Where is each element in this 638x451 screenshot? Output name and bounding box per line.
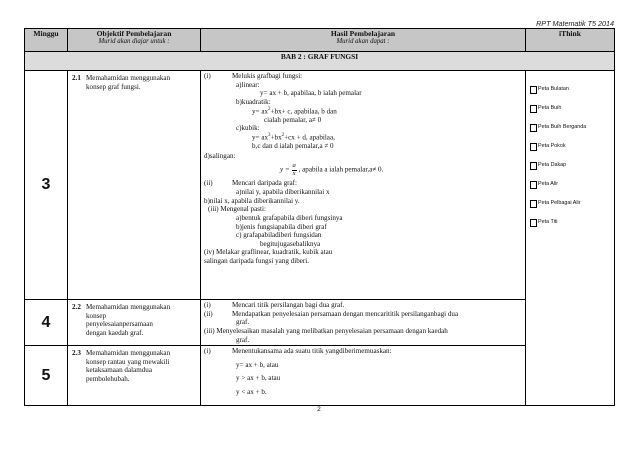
ithink-item[interactable]	[530, 161, 610, 170]
week-number: 3	[25, 71, 68, 300]
header-minggu: Minggu	[25, 29, 68, 52]
fraction-numerator: a	[292, 162, 296, 170]
objective-line: penyelesaianpersamaan	[86, 320, 153, 329]
ithink-item[interactable]	[530, 104, 610, 113]
learning-objective	[68, 300, 201, 346]
outcome-text: Melukis grafbagi fungsi:	[232, 72, 303, 80]
objective-number: 2.3	[72, 349, 81, 358]
learning-objective	[68, 346, 201, 406]
outcome-text: c) grafapabiladiberi fungsidan	[236, 231, 322, 240]
learning-outcome	[201, 300, 526, 346]
outcome-text: b)kuadratik:	[236, 97, 271, 106]
outcome-text: , apabila a ialah pemalar,a≠ 0.	[298, 165, 384, 174]
objective-number: 2.2	[72, 303, 81, 311]
outcome-text: (iii) Menyelesaikan masalah yang melibatkan penyelesaian persamaan dengan kaedah	[204, 326, 448, 335]
outcome-text: cialah pemalar, a≠ 0	[264, 115, 322, 124]
outcome-text: +bx+ c, apabilaa, b dan	[270, 106, 337, 115]
outcome-text: Mendapatkan penyelesaian persamaan dengan mencarititik persilanganbagi dua	[232, 309, 459, 318]
outcome-text: a)bentuk graf​apabila diberi fungsinya	[236, 213, 343, 222]
ithink-item[interactable]	[530, 199, 610, 208]
item-number: (ii)	[204, 179, 213, 188]
table-row	[25, 71, 615, 300]
ithink-label: Peta Titi	[538, 219, 558, 225]
item-number: (i)	[204, 301, 211, 309]
objective-number: 2.1	[72, 74, 81, 82]
outcome-text: d)salingan:	[204, 152, 236, 161]
page-number: 2	[317, 406, 321, 413]
outcome-text: (iii) Mengenal pasti:	[208, 205, 266, 214]
outcome-text: y= ax	[252, 106, 269, 115]
week-number: 4	[25, 300, 68, 346]
header-ithink: iThink	[526, 29, 615, 52]
ithink-label: Peta Buih	[538, 105, 562, 111]
ithink-label: Peta Pokok	[538, 143, 566, 149]
learning-outcome: (i) Melukis grafbagi fungsi: a)linear: y= ax + b, apabilaa, b ialah pemalar b)kuadratik: $y= ax^2+bx+ c$, apabilaa, b dan cialah pemalar, a≠ 0 c)kubik: $y= ax^3+bx^2+cx + d$, apabilaa, b,c dan d ialah pemalar,a ≠ 0 d)salingan: y = $\frac{a}{x}$ , apabila a ialah pemalar,a≠ 0. (ii) Mencari daripada graf: a)nilai y, apabila diberikannilai x b)nilai x, apabila diberikannilai y. (iii) Mengenal pasti: a)bentuk graf​apabila diberi fungsinya b)jenis fungsiapabila diberi graf c) grafapabiladiberi fungsidan begitujugasebaliknya (iv) Melakar graflinear, kuadratik, kubik atau salingan daripada fungsi yang diberi.	[201, 71, 526, 300]
outcome-text: b)nilai x, apabila diberikannilai y.	[204, 196, 300, 205]
ithink-item[interactable]	[530, 85, 610, 94]
ithink-item[interactable]	[530, 123, 610, 132]
objective-line: Memahamidan menggunakan	[86, 74, 171, 82]
checkbox-icon[interactable]	[530, 181, 537, 189]
objective-line: konsep graf fungsi.	[86, 82, 141, 91]
outcome-text: salingan daripada fungsi yang diberi.	[204, 257, 309, 266]
document-header-title: RPT Matematik T5 2014	[536, 19, 614, 28]
ithink-item[interactable]	[530, 180, 610, 189]
objective-line: konsep	[86, 311, 107, 320]
header-hasil-subtitle: Murid akan dapat :	[336, 38, 390, 45]
checkbox-icon[interactable]	[530, 143, 537, 151]
checkbox-icon[interactable]	[530, 162, 537, 170]
checkbox-icon[interactable]	[530, 124, 537, 132]
objective-line: pembolehubah.	[86, 375, 130, 384]
outcome-text: Menentukansama ada suatu titik yangdiberimemuaskan:	[232, 347, 392, 356]
ithink-label: Peta Buih Berganda	[538, 124, 587, 130]
outcome-text: b,c dan d ialah pemalar,a ≠ 0	[252, 141, 334, 150]
outcome-text: begitujugasebaliknya	[260, 239, 321, 248]
outcome-text: y < ax + b.	[236, 388, 267, 397]
objective-line: ketaksamaan dalamdua	[86, 366, 152, 375]
outcome-text: y= ax	[252, 133, 269, 142]
header-objektif-subtitle: Murid akan diajar untuk :	[98, 38, 170, 45]
chapter-title: BAB 2 : GRAF FUNGSI	[25, 52, 615, 71]
outcome-text: graf.	[236, 335, 250, 344]
item-number: (i)	[204, 72, 211, 80]
outcome-text: (iv) Melakar graflinear, kuadratik, kubik atau	[204, 248, 333, 257]
ithink-label: Peta Alir	[538, 181, 559, 187]
checkbox-icon[interactable]	[530, 200, 537, 208]
outcome-text: Mencari titik persilangan bagi dua graf.	[232, 301, 345, 309]
outcome-text: a)linear:	[236, 80, 260, 89]
header-hasil-title: Hasil Pembelajaran	[330, 29, 396, 38]
ithink-item[interactable]	[530, 142, 610, 151]
outcome-text: y > ax + b, atau	[236, 374, 281, 383]
header-hasil	[201, 29, 526, 52]
week-number: 5	[25, 346, 68, 406]
outcome-text: graf.	[236, 318, 250, 327]
ithink-map-list	[526, 71, 615, 406]
ithink-item[interactable]	[530, 218, 610, 227]
objective-line: Memahamidan menggunakan	[86, 303, 171, 311]
reciprocal-fraction	[292, 163, 297, 177]
header-objektif-title: Objektif Pembelajaran	[96, 29, 172, 38]
checkbox-icon[interactable]	[530, 86, 537, 94]
outcome-text: y= ax + b, apabilaa, b ialah pemalar	[260, 89, 362, 98]
outcome-text: c)kubik:	[236, 124, 260, 133]
objective-line: Memahamidan menggunakan	[86, 349, 171, 358]
learning-outcome	[201, 346, 526, 406]
outcome-text: +cx + d, apabilaa,	[284, 133, 335, 142]
ithink-label: Peta Pelbagai Alir	[538, 200, 581, 206]
objective-line: dengan kaedah graf.	[86, 328, 144, 337]
lesson-plan-table	[24, 28, 615, 406]
fraction-denominator: x	[292, 169, 296, 177]
chapter-title-row	[25, 52, 615, 71]
objective-line: konsep rantau yang mewakili	[86, 357, 170, 366]
item-number: (i)	[204, 347, 211, 356]
table-header-row	[25, 29, 615, 52]
outcome-text: b)jenis fungsiapabila diberi graf	[236, 222, 327, 231]
outcome-text: a)nilai y, apabila diberikannilai x	[236, 187, 330, 196]
formula-y: y =	[280, 165, 290, 174]
checkbox-icon[interactable]	[530, 105, 537, 113]
outcome-text: y= ax + b, atau	[236, 360, 279, 369]
item-number: (ii)	[204, 309, 213, 318]
header-objektif	[68, 29, 201, 52]
checkbox-icon[interactable]	[530, 219, 537, 227]
ithink-label: Peta Dakap	[538, 162, 567, 168]
outcome-text: Mencari daripada graf:	[232, 179, 297, 188]
outcome-text: +bx	[270, 133, 282, 142]
ithink-label: Peta Bulatan	[538, 86, 569, 92]
learning-objective	[68, 71, 201, 300]
